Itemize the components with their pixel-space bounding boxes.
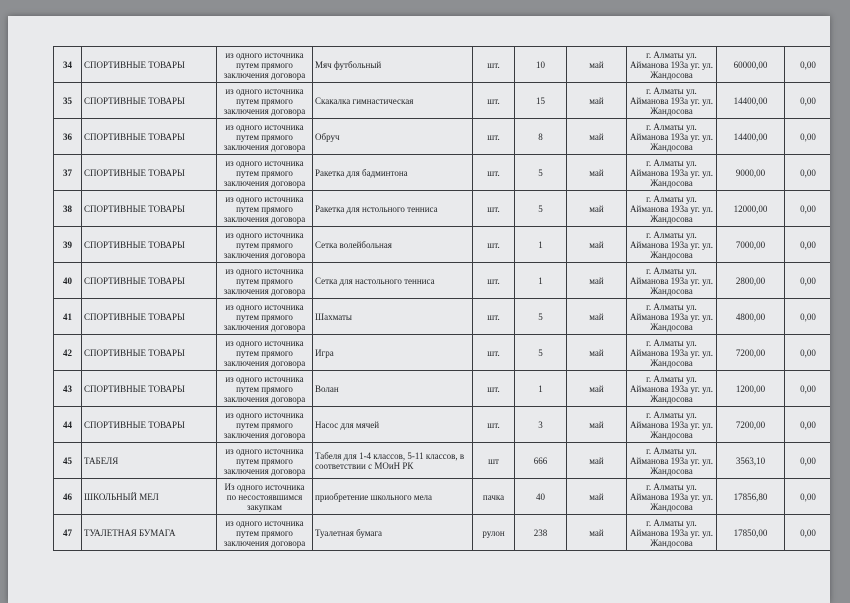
advance-cell: 0,00 [785, 227, 831, 263]
delivery-place-cell: г. Алматы ул. Айманова 193а уг. ул. Жандосова [627, 515, 717, 551]
price-cell: 7000,00 [717, 227, 785, 263]
row-number: 36 [54, 119, 82, 155]
quantity-cell: 40 [515, 479, 567, 515]
delivery-place-cell: г. Алматы ул. Айманова 193а уг. ул. Жандосова [627, 335, 717, 371]
delivery-month-cell: май [567, 47, 627, 83]
procurement-method-cell: Из одного источника по несостоявшимся закупкам [217, 479, 313, 515]
advance-cell: 0,00 [785, 83, 831, 119]
table-row [54, 479, 831, 515]
delivery-place-cell: г. Алматы ул. Айманова 193а уг. ул. Жандосова [627, 263, 717, 299]
item-name-cell: Мяч футбольный [313, 47, 473, 83]
item-name-cell: Обруч [313, 119, 473, 155]
delivery-month-cell: май [567, 83, 627, 119]
procurement-method-cell: из одного источника путем прямого заключения договора [217, 155, 313, 191]
category-cell: СПОРТИВНЫЕ ТОВАРЫ [82, 263, 217, 299]
item-name-cell: Шахматы [313, 299, 473, 335]
item-name-cell: Ракетка для нстольного тенниса [313, 191, 473, 227]
item-name-cell: Сетка волейбольная [313, 227, 473, 263]
price-cell: 60000,00 [717, 47, 785, 83]
unit-cell: шт. [473, 119, 515, 155]
row-number: 39 [54, 227, 82, 263]
delivery-place-cell: г. Алматы ул. Айманова 193а уг. ул. Жандосова [627, 119, 717, 155]
unit-cell: шт. [473, 227, 515, 263]
unit-cell: шт. [473, 155, 515, 191]
price-cell: 4800,00 [717, 299, 785, 335]
delivery-place-cell: г. Алматы ул. Айманова 193а уг. ул. Жандосова [627, 299, 717, 335]
price-cell: 7200,00 [717, 407, 785, 443]
quantity-cell: 666 [515, 443, 567, 479]
table-row [54, 47, 831, 83]
unit-cell: шт. [473, 335, 515, 371]
procurement-method-cell: из одного источника путем прямого заключения договора [217, 191, 313, 227]
price-cell: 12000,00 [717, 191, 785, 227]
quantity-cell: 8 [515, 119, 567, 155]
procurement-method-cell: из одного источника путем прямого заключения договора [217, 407, 313, 443]
price-cell: 14400,00 [717, 83, 785, 119]
delivery-month-cell: май [567, 191, 627, 227]
category-cell: СПОРТИВНЫЕ ТОВАРЫ [82, 371, 217, 407]
advance-cell: 0,00 [785, 335, 831, 371]
item-name-cell: Ракетка для бадминтона [313, 155, 473, 191]
row-number: 40 [54, 263, 82, 299]
advance-cell: 0,00 [785, 47, 831, 83]
unit-cell: шт. [473, 371, 515, 407]
row-number: 43 [54, 371, 82, 407]
price-cell: 17856,80 [717, 479, 785, 515]
row-number: 34 [54, 47, 82, 83]
delivery-month-cell: май [567, 443, 627, 479]
table-row [54, 407, 831, 443]
delivery-place-cell: г. Алматы ул. Айманова 193а уг. ул. Жандосова [627, 479, 717, 515]
category-cell: СПОРТИВНЫЕ ТОВАРЫ [82, 83, 217, 119]
category-cell: СПОРТИВНЫЕ ТОВАРЫ [82, 227, 217, 263]
price-cell: 2800,00 [717, 263, 785, 299]
advance-cell: 0,00 [785, 155, 831, 191]
row-number: 46 [54, 479, 82, 515]
delivery-month-cell: май [567, 299, 627, 335]
row-number: 47 [54, 515, 82, 551]
unit-cell: шт. [473, 47, 515, 83]
table-row [54, 299, 831, 335]
advance-cell: 0,00 [785, 299, 831, 335]
category-cell: СПОРТИВНЫЕ ТОВАРЫ [82, 119, 217, 155]
procurement-method-cell: из одного источника путем прямого заключения договора [217, 443, 313, 479]
category-cell: ТАБЕЛЯ [82, 443, 217, 479]
unit-cell: шт. [473, 263, 515, 299]
procurement-method-cell: из одного источника путем прямого заключения договора [217, 299, 313, 335]
quantity-cell: 5 [515, 191, 567, 227]
advance-cell: 0,00 [785, 443, 831, 479]
advance-cell: 0,00 [785, 515, 831, 551]
unit-cell: шт. [473, 299, 515, 335]
procurement-method-cell: из одного источника путем прямого заключения договора [217, 227, 313, 263]
advance-cell: 0,00 [785, 191, 831, 227]
delivery-place-cell: г. Алматы ул. Айманова 193а уг. ул. Жандосова [627, 83, 717, 119]
procurement-method-cell: из одного источника путем прямого заключения договора [217, 371, 313, 407]
table-row [54, 515, 831, 551]
table-row [54, 263, 831, 299]
table-row [54, 335, 831, 371]
item-name-cell: Туалетная бумага [313, 515, 473, 551]
item-name-cell: приобретение школьного мела [313, 479, 473, 515]
category-cell: ТУАЛЕТНАЯ БУМАГА [82, 515, 217, 551]
delivery-month-cell: май [567, 515, 627, 551]
quantity-cell: 1 [515, 371, 567, 407]
category-cell: ШКОЛЬНЫЙ МЕЛ [82, 479, 217, 515]
category-cell: СПОРТИВНЫЕ ТОВАРЫ [82, 407, 217, 443]
price-cell: 3563,10 [717, 443, 785, 479]
price-cell: 9000,00 [717, 155, 785, 191]
delivery-place-cell: г. Алматы ул. Айманова 193а уг. ул. Жандосова [627, 155, 717, 191]
advance-cell: 0,00 [785, 407, 831, 443]
advance-cell: 0,00 [785, 371, 831, 407]
delivery-month-cell: май [567, 227, 627, 263]
advance-cell: 0,00 [785, 263, 831, 299]
quantity-cell: 1 [515, 227, 567, 263]
quantity-cell: 15 [515, 83, 567, 119]
quantity-cell: 10 [515, 47, 567, 83]
quantity-cell: 5 [515, 299, 567, 335]
procurement-table [53, 46, 830, 551]
advance-cell: 0,00 [785, 479, 831, 515]
item-name-cell: Скакалка гимнастическая [313, 83, 473, 119]
delivery-month-cell: май [567, 371, 627, 407]
table-row [54, 119, 831, 155]
price-cell: 17850,00 [717, 515, 785, 551]
document-page [8, 16, 830, 603]
quantity-cell: 1 [515, 263, 567, 299]
row-number: 41 [54, 299, 82, 335]
row-number: 35 [54, 83, 82, 119]
unit-cell: шт. [473, 407, 515, 443]
price-cell: 1200,00 [717, 371, 785, 407]
row-number: 38 [54, 191, 82, 227]
row-number: 42 [54, 335, 82, 371]
procurement-method-cell: из одного источника путем прямого заключения договора [217, 119, 313, 155]
item-name-cell: Насос для мячей [313, 407, 473, 443]
table-row [54, 443, 831, 479]
row-number: 45 [54, 443, 82, 479]
table-row [54, 227, 831, 263]
delivery-place-cell: г. Алматы ул. Айманова 193а уг. ул. Жандосова [627, 47, 717, 83]
item-name-cell: Игра [313, 335, 473, 371]
category-cell: СПОРТИВНЫЕ ТОВАРЫ [82, 191, 217, 227]
price-cell: 14400,00 [717, 119, 785, 155]
unit-cell: шт. [473, 191, 515, 227]
procurement-method-cell: из одного источника путем прямого заключения договора [217, 47, 313, 83]
table-body [54, 47, 831, 551]
delivery-place-cell: г. Алматы ул. Айманова 193а уг. ул. Жандосова [627, 191, 717, 227]
price-cell: 7200,00 [717, 335, 785, 371]
procurement-method-cell: из одного источника путем прямого заключения договора [217, 263, 313, 299]
procurement-method-cell: из одного источника путем прямого заключения договора [217, 335, 313, 371]
unit-cell: пачка [473, 479, 515, 515]
category-cell: СПОРТИВНЫЕ ТОВАРЫ [82, 155, 217, 191]
unit-cell: шт. [473, 83, 515, 119]
table-row [54, 371, 831, 407]
row-number: 37 [54, 155, 82, 191]
unit-cell: рулон [473, 515, 515, 551]
delivery-month-cell: май [567, 407, 627, 443]
table-row [54, 83, 831, 119]
category-cell: СПОРТИВНЫЕ ТОВАРЫ [82, 47, 217, 83]
advance-cell: 0,00 [785, 119, 831, 155]
delivery-place-cell: г. Алматы ул. Айманова 193а уг. ул. Жандосова [627, 407, 717, 443]
row-number: 44 [54, 407, 82, 443]
category-cell: СПОРТИВНЫЕ ТОВАРЫ [82, 335, 217, 371]
delivery-place-cell: г. Алматы ул. Айманова 193а уг. ул. Жандосова [627, 227, 717, 263]
table-row [54, 155, 831, 191]
quantity-cell: 5 [515, 335, 567, 371]
table-row [54, 191, 831, 227]
item-name-cell: Сетка для настольного тенниса [313, 263, 473, 299]
item-name-cell: Табеля для 1-4 классов, 5-11 классов, в соответствии с МОиН РК [313, 443, 473, 479]
procurement-method-cell: из одного источника путем прямого заключения договора [217, 515, 313, 551]
delivery-place-cell: г. Алматы ул. Айманова 193а уг. ул. Жандосова [627, 443, 717, 479]
quantity-cell: 3 [515, 407, 567, 443]
procurement-method-cell: из одного источника путем прямого заключения договора [217, 83, 313, 119]
delivery-place-cell: г. Алматы ул. Айманова 193а уг. ул. Жандосова [627, 371, 717, 407]
unit-cell: шт [473, 443, 515, 479]
category-cell: СПОРТИВНЫЕ ТОВАРЫ [82, 299, 217, 335]
delivery-month-cell: май [567, 335, 627, 371]
delivery-month-cell: май [567, 263, 627, 299]
quantity-cell: 238 [515, 515, 567, 551]
delivery-month-cell: май [567, 155, 627, 191]
quantity-cell: 5 [515, 155, 567, 191]
delivery-month-cell: май [567, 479, 627, 515]
delivery-month-cell: май [567, 119, 627, 155]
item-name-cell: Волан [313, 371, 473, 407]
